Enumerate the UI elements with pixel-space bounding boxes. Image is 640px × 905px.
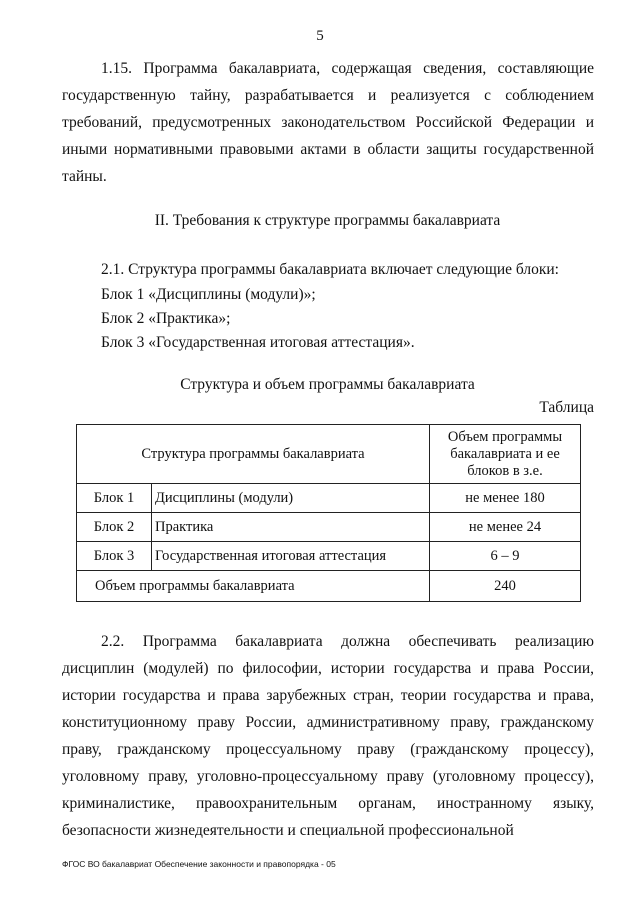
footer: ФГОС ВО бакалавриат Обеспечение законности и правопорядка - 05: [62, 859, 336, 869]
total-label: Объем программы бакалавриата: [77, 571, 430, 602]
table-row: [77, 542, 581, 571]
row-block: Блок 1: [77, 484, 152, 513]
header-volume: Объем программы бакалавриата и ее блоков в з.е.: [430, 425, 581, 484]
total-value: 240: [430, 571, 581, 602]
paragraph-1-15: 1.15. Программа бакалавриата, содержащая сведения, составляющие государственную тайну, разрабатывается и реализуется с соблюдением требований, предусмотренных законодательством Российской Федерации и иными нормативными правовыми актами в области защиты государственной тайны.: [62, 60, 594, 185]
row-name: Дисциплины (модули): [152, 484, 430, 513]
paragraph-2-2: 2.2. Программа бакалавриата должна обеспечивать реализацию дисциплин (модулей) по философии, истории государства и права России, истории государства и права зарубежных стран, теории государства и права, конституционному праву России, административному праву, гражданскому праву, гражданскому процессуальному праву (гражданскому процессу), уголовному праву, уголовно-процессуальному праву (уголовному процессу), криминалистике, правоохранительным органам, иностранному языку, безопасности жизнедеятельности и специальной профессиональной: [62, 633, 594, 839]
row-block: Блок 2: [77, 513, 152, 542]
row-block: Блок 3: [77, 542, 152, 571]
row-volume: не менее 180: [430, 484, 581, 513]
section-title: II. Требования к структуре программы бакалавриата: [154, 212, 501, 229]
paragraph-2-1: 2.1. Структура программы бакалавриата включает следующие блоки:: [101, 261, 559, 278]
page-number: 5: [316, 28, 324, 44]
row-volume: 6 – 9: [430, 542, 581, 571]
row-volume: не менее 24: [430, 513, 581, 542]
table-total-row: [77, 571, 581, 602]
block-list-item-3: Блок 3 «Государственная итоговая аттестация».: [101, 334, 415, 351]
structure-table: [76, 424, 581, 602]
row-name: Государственная итоговая аттестация: [152, 542, 430, 571]
table-row: [77, 484, 581, 513]
table-caption: Структура и объем программы бакалавриата: [180, 376, 475, 393]
row-name: Практика: [152, 513, 430, 542]
table-row: [77, 513, 581, 542]
table-label: Таблица: [539, 399, 594, 416]
header-structure: Структура программы бакалавриата: [77, 425, 430, 484]
block-list-item-2: Блок 2 «Практика»;: [101, 310, 231, 327]
block-list-item-1: Блок 1 «Дисциплины (модули)»;: [101, 286, 316, 303]
table-header-row: [77, 425, 581, 484]
